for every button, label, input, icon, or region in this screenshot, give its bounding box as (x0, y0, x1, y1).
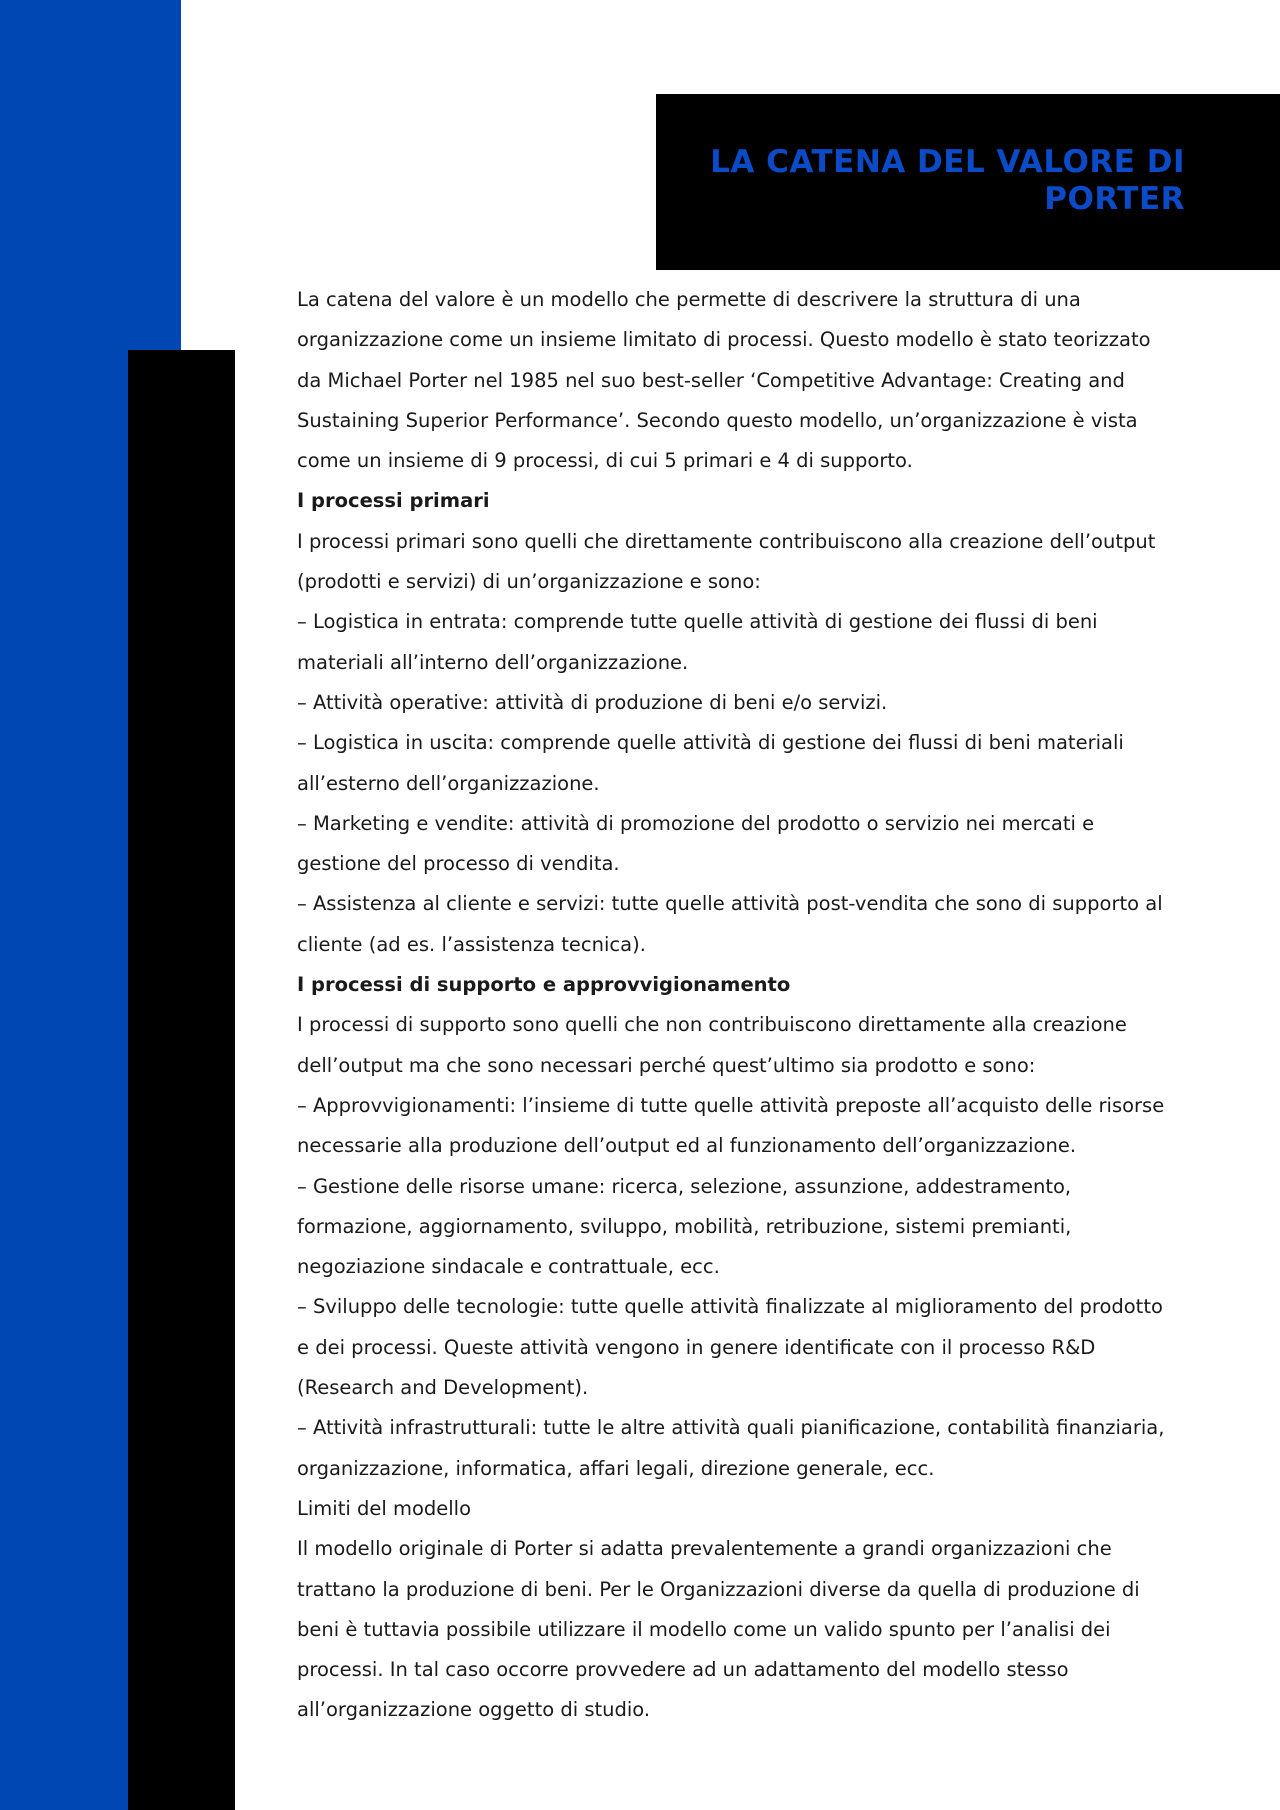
title-banner (656, 94, 1280, 270)
list-item: – Attività infrastrutturali: tutte le altre attività quali pianificazione, contabilità finanziaria, organizzazione, informatica, affari legali, direzione generale, ecc. (297, 1416, 1165, 1480)
list-item: – Logistica in entrata: comprende tutte quelle attività di gestione dei flussi di beni materiali all’interno dell’organizzazione. (297, 610, 1098, 674)
list-item: – Gestione delle risorse umane: ricerca, selezione, assunzione, addestramento, formazione, aggiornamento, sviluppo, mobilità, retribuzione, sistemi premianti, negoziazione sindacale e contrattuale, ecc. (297, 1174, 1072, 1279)
decorative-black-band (128, 350, 235, 1810)
intro-paragraph: La catena del valore è un modello che permette di descrivere la struttura di una organizzazione come un insieme limitato di processi. Questo modello è stato teorizzato da Michael Porter nel 1985 nel suo best-seller ‘Competitive Advantage: Creating and Sustaining Superior Performance’. Secondo questo modello, un’organizzazione è vista come un insieme di 9 processi, di cui 5 primari e 4 di supporto. (297, 288, 1151, 473)
list-item: – Assistenza al cliente e servizi: tutte quelle attività post-vendita che sono di supporto al cliente (ad es. l’assistenza tecnica). (297, 892, 1163, 956)
primary-processes-heading: I processi primari (297, 489, 490, 513)
list-item: – Marketing e vendite: attività di promozione del prodotto o servizio nei mercati e gestione del processo di vendita. (297, 811, 1095, 876)
list-item: – Attività operative: attività di produzione di beni e/o servizi. (297, 690, 888, 714)
list-item: – Logistica in uscita: comprende quelle attività di gestione dei flussi di beni materiali all’esterno dell’organizzazione. (297, 731, 1124, 795)
limits-heading: Limiti del modello (297, 1496, 472, 1520)
list-item: – Sviluppo delle tecnologie: tutte quelle attività finalizzate al miglioramento del prodotto e dei processi. Queste attività vengono in genere identificate con il processo R&D (Research and Development). (297, 1295, 1163, 1400)
list-item: – Approvvigionamenti: l’insieme di tutte quelle attività preposte all’acquisto delle risorse necessarie alla produzione dell’output ed al funzionamento dell’organizzazione. (297, 1093, 1165, 1158)
support-processes-heading: I processi di supporto e approvvigionamento (297, 973, 791, 997)
primary-processes-intro: I processi primari sono quelli che direttamente contribuiscono alla creazione dell’output (prodotti e servizi) di un’organizzazione e sono: (297, 529, 1156, 594)
limits-paragraph: Il modello originale di Porter si adatta prevalentemente a grandi organizzazioni che trattano la produzione di beni. Per le Organizzazioni diverse da quella di produzione di beni è tuttavia possibile utilizzare il modello come un valido spunto per l’analisi dei processi. In tal caso occorre provvedere ad un adattamento del modello stesso all’organizzazione oggetto di studio. (297, 1537, 1140, 1722)
page-title: LA CATENA DEL VALORE DI PORTER (710, 144, 1185, 217)
document-body (297, 280, 1177, 1731)
support-processes-intro: I processi di supporto sono quelli che non contribuiscono direttamente alla creazione dell’output ma che sono necessari perché quest’ultimo sia prodotto e sono: (297, 1013, 1127, 1077)
